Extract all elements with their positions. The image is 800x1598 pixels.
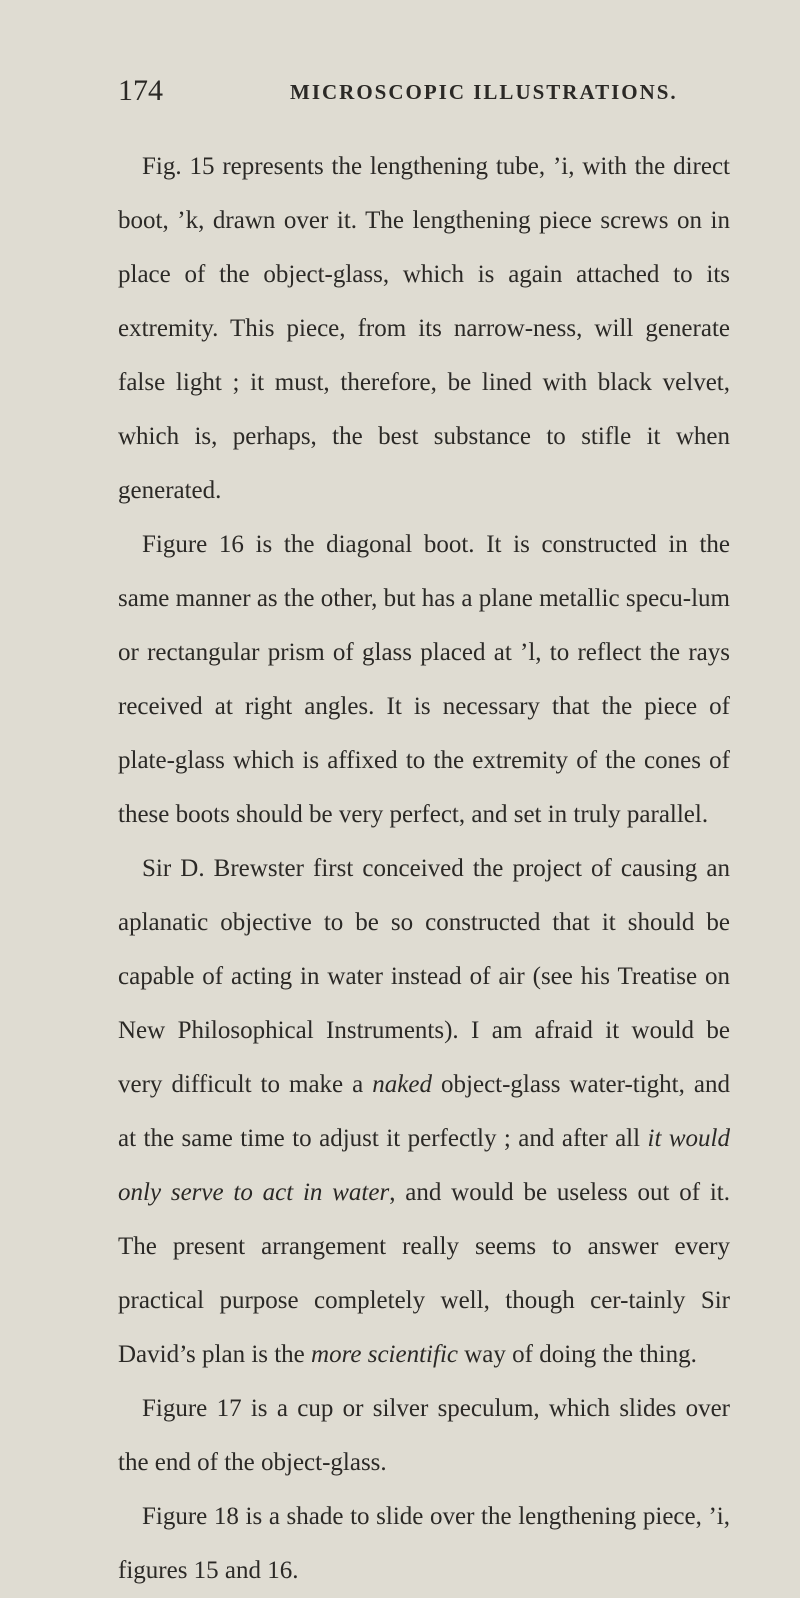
paragraph-text: Figure 17 is a cup or silver speculum, which slides over the end of the object-glass.: [118, 1395, 730, 1476]
italic-text: more scientific: [311, 1341, 458, 1368]
paragraph-text: object-glass water-tight, and at the same time to adjust it perfectly ; and after all: [118, 1071, 730, 1152]
paragraph-text: Figure 16 is the diagonal boot. It is constructed in the same manner as the other, but has a plane metallic specu-lum or rectangular prism of glass placed at ’l, to reflect the rays received at right angles. It is necessary that the piece of plate-glass which is affixed to the extremity of the cones of these boots should be very perfect, and set in truly parallel.: [118, 531, 730, 828]
italic-text: naked: [372, 1071, 432, 1098]
page-number: 174: [118, 74, 163, 107]
paragraph-brewster: [118, 842, 730, 1382]
paragraph-fig-17: [118, 1382, 730, 1490]
paragraph-text: Figure 18 is a shade to slide over the lengthening piece, ’i, figures 15 and 16.: [118, 1503, 730, 1584]
paragraph-text: Sir D. Brewster first conceived the project of causing an aplanatic objective to be so constructed that it should be capable of acting in water instead of air (see his Treatise on New Philosophical Instruments). I am afraid it would be very difficult to make a: [118, 855, 730, 1098]
paragraph-text: Fig. 15 represents the lengthening tube, ’i, with the direct boot, ’k, drawn over it. The lengthening piece screws on in place of the object-glass, which is again attached to its extremity. This piece, from its narrow-ness, will generate false light ; it must, therefore, be lined with black velvet, which is, perhaps, the best substance to stifle it when generated.: [118, 153, 730, 504]
paragraph-text: , and would be useless out of it. The present arrangement really seems to answer every practical purpose completely well, though cer-tainly Sir David’s plan is the: [118, 1179, 730, 1368]
body-text: [118, 140, 730, 1598]
page-header: [118, 74, 730, 114]
paragraph-text: way of doing the thing.: [457, 1341, 697, 1368]
italic-text: it would only serve to act in water: [118, 1125, 730, 1206]
paragraph-fig-18: [118, 1490, 730, 1598]
running-title: MICROSCOPIC ILLUSTRATIONS.: [290, 80, 678, 104]
paragraph-fig-16: [118, 518, 730, 842]
paragraph-fig-15: [118, 140, 730, 518]
